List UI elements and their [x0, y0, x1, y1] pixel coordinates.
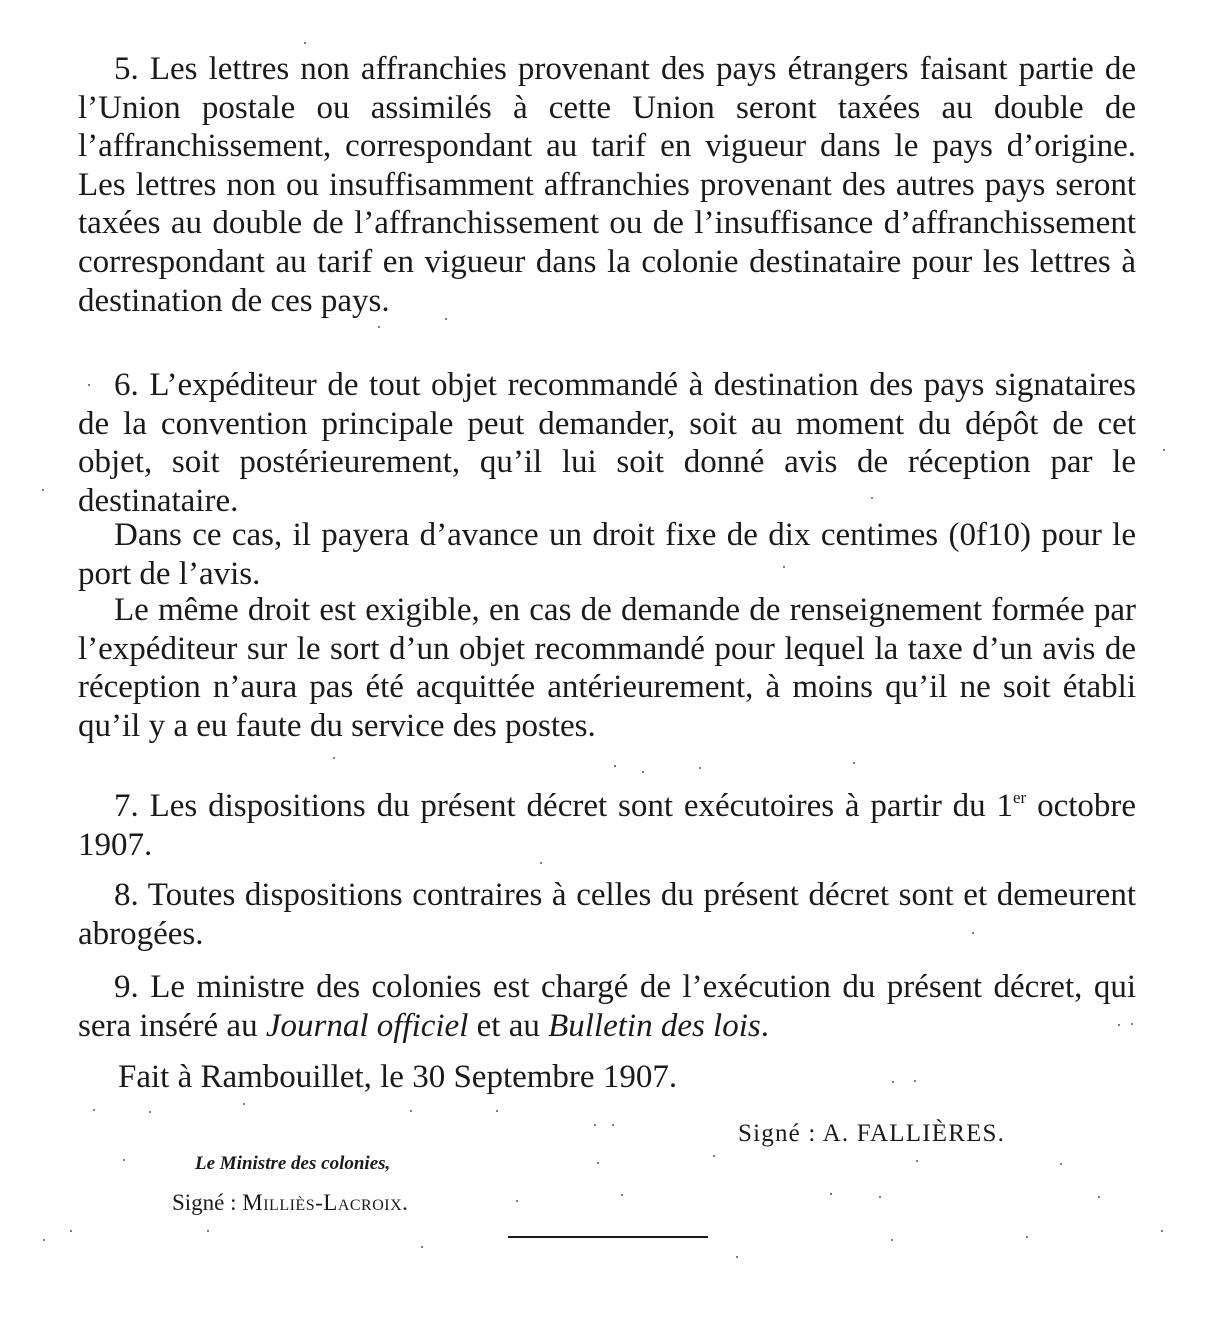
article-6-paragraph-2-text: Dans ce cas, il payera d’avance un droit fixe de dix centimes (0f10) pour le port de l’avis.	[78, 517, 1136, 592]
scan-speck	[642, 771, 644, 773]
journal-officiel-title: Journal officiel	[265, 1007, 469, 1044]
scan-speck	[621, 1194, 623, 1196]
scan-speck	[43, 1239, 45, 1241]
closing-rule	[508, 1236, 708, 1238]
article-9-text-mid: et au	[468, 1007, 549, 1044]
place-date-line: Fait à Rambouillet, le 30 Septembre 1907.	[118, 1059, 678, 1095]
scan-speck	[597, 1162, 599, 1164]
article-9-number: 9.	[114, 969, 139, 1005]
scan-speck	[783, 566, 785, 568]
article-9-text-after: .	[760, 1007, 769, 1044]
article-8	[78, 876, 1136, 953]
scan-speck	[421, 1246, 423, 1248]
article-7-ordinal: er	[1013, 788, 1027, 807]
article-9	[78, 968, 1136, 1045]
scan-speck	[93, 1109, 95, 1111]
scan-speck	[914, 1080, 916, 1082]
scan-speck	[892, 1081, 894, 1083]
scan-speck	[594, 1124, 596, 1126]
scan-speck	[378, 326, 380, 328]
scan-speck	[88, 384, 90, 386]
scan-speck	[123, 1159, 125, 1161]
article-8-number: 8.	[114, 877, 139, 913]
article-5-number: 5.	[114, 51, 139, 87]
scan-speck	[540, 862, 542, 864]
scan-speck	[1118, 1024, 1120, 1026]
scan-speck	[42, 489, 44, 491]
scan-speck	[871, 497, 873, 499]
article-6-paragraph-3-text: Le même droit est exigible, en cas de demande de renseignement formée par l’expéditeur sur le sort d’un objet recommandé pour lequel la taxe d’un avis de réception n’aura pas été acquittée antérieurement, à moins qu’il ne soit établi qu’il y a eu faute du service des postes.	[78, 592, 1136, 744]
scan-speck	[1060, 1163, 1062, 1165]
article-6-paragraph-2	[78, 516, 1136, 593]
minister-signed-prefix: Signé :	[172, 1190, 243, 1215]
scan-speck	[1161, 1230, 1163, 1232]
scan-speck	[516, 1200, 518, 1202]
minister-title: Le Ministre des colonies,	[195, 1153, 391, 1174]
scan-speck	[1098, 1196, 1100, 1198]
bulletin-des-lois-title: Bulletin des lois	[548, 1007, 761, 1044]
article-9-text-before: Le ministre des colonies est chargé de l’exécution du présent décret, qui sera inséré au	[78, 969, 1136, 1044]
scan-speck	[70, 1230, 72, 1232]
scan-speck	[713, 1155, 715, 1157]
scan-speck	[853, 762, 855, 764]
scan-speck	[1026, 1236, 1028, 1238]
scan-speck	[410, 1110, 412, 1112]
article-6-paragraph-3	[78, 591, 1136, 745]
article-7-text-before: Les dispositions du présent décret sont exécutoires à partir du 1	[149, 788, 1014, 824]
scan-speck	[736, 1256, 738, 1258]
article-5	[78, 50, 1136, 320]
scan-speck	[445, 318, 447, 320]
scan-speck	[304, 42, 306, 44]
article-6	[78, 366, 1136, 520]
scan-speck	[149, 1111, 151, 1113]
article-8-text: Toutes dispositions contraires à celles du présent décret sont et demeurent abrogées.	[78, 877, 1136, 952]
minister-signature	[172, 1190, 408, 1216]
scan-speck	[879, 1196, 881, 1198]
scan-speck	[614, 765, 616, 767]
article-6-number: 6.	[114, 367, 139, 403]
scan-speck	[1163, 449, 1165, 451]
president-signature: Signé : A. FALLIÈRES.	[738, 1120, 1006, 1147]
article-7-text-after: octobre 1907.	[78, 788, 1137, 863]
scan-speck	[243, 1103, 245, 1105]
scan-speck	[891, 1239, 893, 1241]
article-6-text: L’expéditeur de tout objet recommandé à destination des pays signataires de la convention principale peut demander, soit au moment du dépôt de cet objet, soit postérieurement, qu’il lui soit donné avis de réception par le destinataire.	[78, 367, 1136, 519]
scan-speck	[496, 1110, 498, 1112]
scan-speck	[972, 932, 974, 934]
scan-speck	[207, 1230, 209, 1232]
scan-speck	[1131, 1023, 1133, 1025]
article-7	[78, 787, 1136, 864]
minister-name: Milliès-Lacroix.	[242, 1190, 409, 1215]
scan-speck	[612, 1124, 614, 1126]
scan-speck	[699, 767, 701, 769]
article-5-text: Les lettres non affranchies provenant des pays étrangers faisant partie de l’Union postale ou assimilés à cette Union seront taxées au double de l’affranchissement, correspondant au tarif en vigueur dans le pays d’origine. Les lettres non ou insuffisamment affranchies provenant des autres pays seront taxées au double de l’affranchissement ou de l’insuffisance d’affranchissement correspondant au tarif en vigueur dans la colonie destinataire pour les lettres à destination de ces pays.	[78, 51, 1137, 319]
scan-speck	[830, 1193, 832, 1195]
scan-speck	[333, 757, 335, 759]
scan-speck	[916, 1160, 918, 1162]
article-7-number: 7.	[114, 788, 139, 824]
